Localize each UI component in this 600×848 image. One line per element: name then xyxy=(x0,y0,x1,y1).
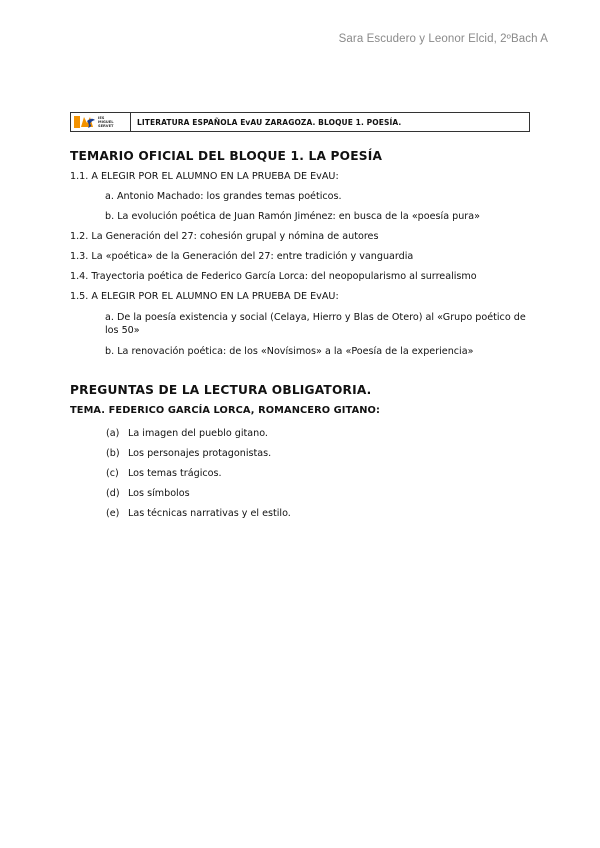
temario-heading: TEMARIO OFICIAL DEL BLOQUE 1. LA POESÍA xyxy=(70,149,383,163)
question-text: Los símbolos xyxy=(128,488,190,499)
question-item xyxy=(106,468,222,479)
question-item xyxy=(106,488,190,499)
temario-item: 1.1. A ELEGIR POR EL ALUMNO EN LA PRUEBA DE EvAU: xyxy=(70,171,339,182)
temario-subitem: b. La evolución poética de Juan Ramón Jiménez: en busca de la «poesía pura» xyxy=(105,211,480,222)
question-label: (d) xyxy=(106,488,120,499)
page-header-author: Sara Escudero y Leonor Elcid, 2ºBach A xyxy=(338,33,548,45)
question-label: (c) xyxy=(106,468,119,479)
temario-subitem: a. De la poesía existencia y social (Celaya, Hierro y Blas de Otero) al «Grupo poético de los 50» xyxy=(105,312,526,336)
document-banner xyxy=(70,112,530,132)
temario-item: 1.5. A ELEGIR POR EL ALUMNO EN LA PRUEBA DE EvAU: xyxy=(70,291,339,302)
question-item xyxy=(106,448,271,459)
question-label: (a) xyxy=(106,428,120,439)
ies-logo-icon xyxy=(74,115,96,129)
logo-text: IES MIGUEL SERVET xyxy=(98,116,114,128)
question-label: (e) xyxy=(106,508,120,519)
lectura-subheading: TEMA. FEDERICO GARCÍA LORCA, ROMANCERO GITANO: xyxy=(70,405,380,416)
question-item xyxy=(106,508,291,519)
lectura-heading: PREGUNTAS DE LA LECTURA OBLIGATORIA. xyxy=(70,383,372,397)
school-logo xyxy=(71,113,131,131)
question-item xyxy=(106,428,268,439)
question-text: Los personajes protagonistas. xyxy=(128,448,272,459)
temario-subitem: a. Antonio Machado: los grandes temas poéticos. xyxy=(105,191,342,202)
temario-item: 1.4. Trayectoria poética de Federico García Lorca: del neopopularismo al surrealismo xyxy=(70,271,477,282)
question-label: (b) xyxy=(106,448,120,459)
question-text: Las técnicas narrativas y el estilo. xyxy=(128,508,291,519)
question-text: La imagen del pueblo gitano. xyxy=(128,428,268,439)
temario-subitem: b. La renovación poética: de los «Novísimos» a la «Poesía de la experiencia» xyxy=(105,346,474,357)
temario-item: 1.3. La «poética» de la Generación del 27: entre tradición y vanguardia xyxy=(70,251,414,262)
question-text: Los temas trágicos. xyxy=(128,468,222,479)
temario-item: 1.2. La Generación del 27: cohesión grupal y nómina de autores xyxy=(70,231,379,242)
banner-title: LITERATURA ESPAÑOLA EvAU ZARAGOZA. BLOQUE 1. POESÍA. xyxy=(137,117,402,127)
